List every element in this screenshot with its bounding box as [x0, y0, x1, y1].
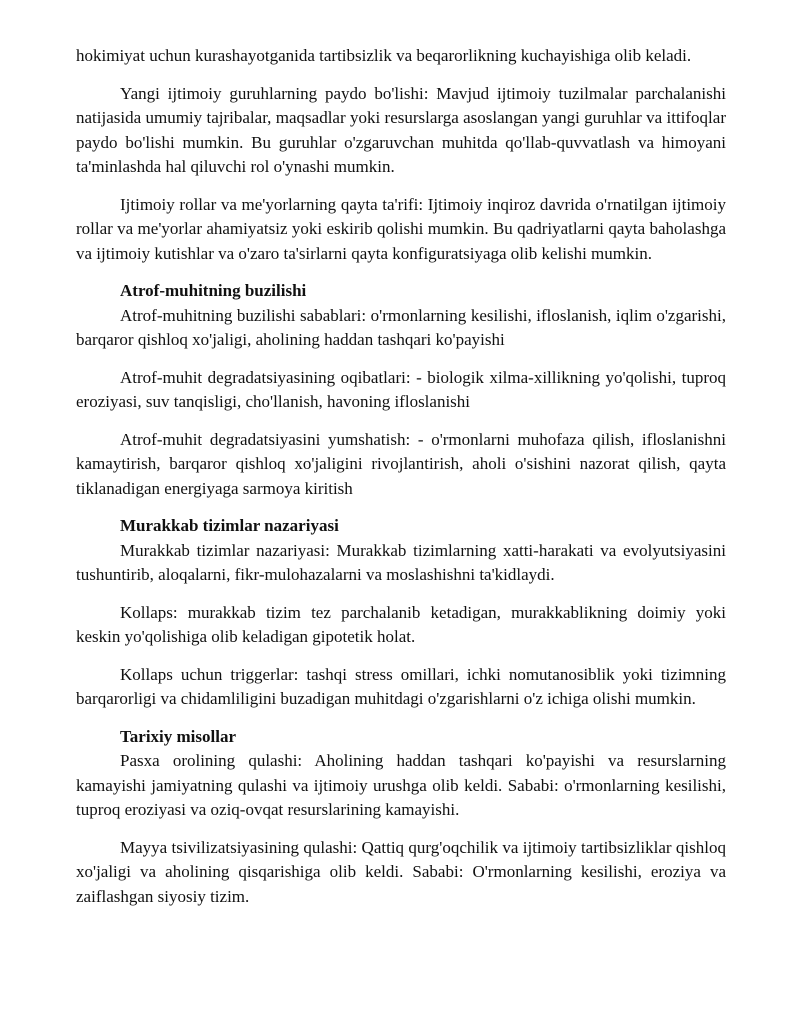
paragraph-new-social-groups: Yangi ijtimoiy guruhlarning paydo bo'lishi: Mavjud ijtimoiy tuzilmalar parchalanishi natijasida umumiy tajribalar, maqsadlar yoki resurslarga asoslangan yangi guruhlar va ittifoqlar paydo bo'lishi mumkin. Bu guruhlar o'zgaruvchan muhitda qo'llab-quvvatlash va himoyani ta'minlashda hal qiluvchi rol o'ynashi mumkin. [76, 83, 726, 176]
paragraph-easter-island: Pasxa orolining qulashi: Aholining haddan tashqari ko'payishi va resurslarning kamayishi jamiyatning qulashi va ijtimoiy urushga olib keldi. Sababi: o'rmonlarning kesilishi, tuproq eroziyasi va oziq-ovqat resurslarining kamayishi. [76, 751, 726, 819]
paragraph-collapse-triggers: Kollaps uchun triggerlar: tashqi stress omillari, ichki nomutanosiblik yoki tizimning barqarorligi va chidamliligini buzadigan muhitdagi o'zgarishlarni o'z ichiga olishi mumkin. [76, 664, 726, 708]
paragraph-social-roles: Ijtimoiy rollar va me'yorlarning qayta ta'rifi: Ijtimoiy inqiroz davrida o'rnatilgan ijtimoiy rollar va me'yorlar ahamiyatsiz yoki eskirib qolishi mumkin. Bu qadriyatlarni qayta baholashga va ijtimoiy kutishlar va o'zaro ta'sirlarni qayta konfiguratsiyaga olib kelishi mumkin. [76, 194, 726, 263]
paragraph-complex-systems-theory: Murakkab tizimlar nazariyasi: Murakkab tizimlarning xatti-harakati va evolyutsiyasini tushuntirib, aloqalarni, fikr-mulohazalarni va moslashishni ta'kidlaydi. [76, 540, 726, 584]
section-heading-environment: Atrof-muhitning buzilishi [120, 281, 307, 300]
paragraph-environment-causes: Atrof-muhitning buzilishi sabablari: o'rmonlarning kesilishi, ifloslanish, iqlim o'zgarishi, barqaror qishloq xo'jaligi, aholining haddan tashqari ko'payishi [76, 305, 726, 349]
paragraph-environment-consequences: Atrof-muhit degradatsiyasining oqibatlari: - biologik xilma-xillikning yo'qolishi, tuproq eroziyasi, suv tanqisligi, cho'llanish, havoning ifloslanishi [76, 367, 726, 411]
section-heading-complex-systems: Murakkab tizimlar nazariyasi [120, 516, 339, 535]
paragraph-collapse: Kollaps: murakkab tizim tez parchalanib ketadigan, murakkablikning doimiy yoki keskin yo'qolishiga olib keladigan gipotetik holat. [76, 602, 726, 646]
section-heading-historical-examples: Tarixiy misollar [120, 726, 237, 746]
paragraph-continuation: hokimiyat uchun kurashayotganida tartibsizlik va beqarorlikning kuchayishiga olib keladi. [76, 46, 692, 65]
paragraph-environment-mitigation: Atrof-muhit degradatsiyasini yumshatish: - o'rmonlarni muhofaza qilish, ifloslanishni kamaytirish, barqaror qishloq xo'jaligini rivojlantirish, aholi o'sishini nazorat qilish, qayta tiklanadigan energiyaga sarmoya kiritish [76, 429, 726, 498]
paragraph-maya-collapse: Mayya tsivilizatsiyasining qulashi: Qattiq qurg'oqchilik va ijtimoiy tartibsizliklar qishloq xo'jaligi va aholining qisqarishiga olib keldi. Sababi: O'rmonlarning kesilishi, eroziya va zaiflashgan siyosiy tizim. [76, 837, 726, 906]
document-page [76, 44, 726, 909]
